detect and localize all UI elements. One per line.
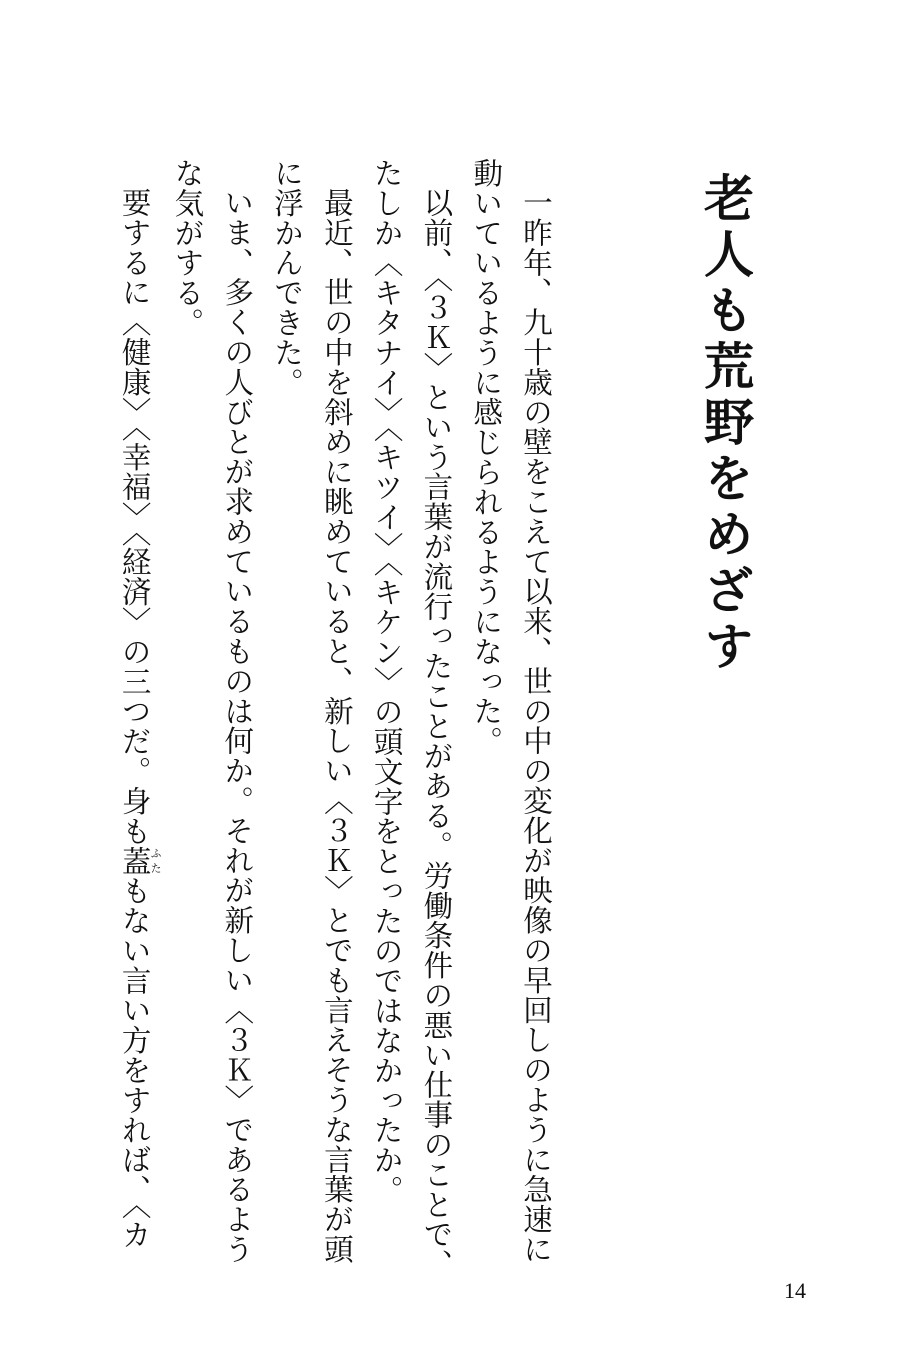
text-line: 以前、〈３Ｋ〉という言葉が流行ったことがある。労働条件の悪い仕事のことで、 (419, 187, 454, 1280)
text-line: 動いているように感じられるようになった。 (469, 158, 504, 756)
text-line: に浮かんできた。 (270, 158, 305, 398)
text-line: いま、多くの人びとが求めているものは何か。それが新しい〈３Ｋ〉であるよう (220, 187, 255, 1264)
text-line: 最近、世の中を斜めに眺めていると、新しい〈３Ｋ〉とでも言えそうな言葉が頭 (319, 187, 354, 1264)
text-line: 一昨年、九十歳の壁をこえて以来、世の中の変化が映像の早回しのように急速に (519, 187, 553, 1264)
body-text (117, 158, 560, 1280)
page-title: 老人も荒野をめざす (696, 172, 755, 676)
text-line: 要するに〈健康〉〈幸福〉〈経済〉の三つだ。身も蓋ふたもない言い方をすれば、〈カ (117, 187, 163, 1250)
page-number: 14 (784, 1278, 806, 1303)
text-line: たしか〈キタナイ〉〈キツイ〉〈キケン〉の頭文字をとったのではなかったか。 (369, 158, 404, 1205)
text-line: な気がする。 (170, 158, 205, 338)
ruby-annotation: 蓋ふた (117, 845, 163, 876)
